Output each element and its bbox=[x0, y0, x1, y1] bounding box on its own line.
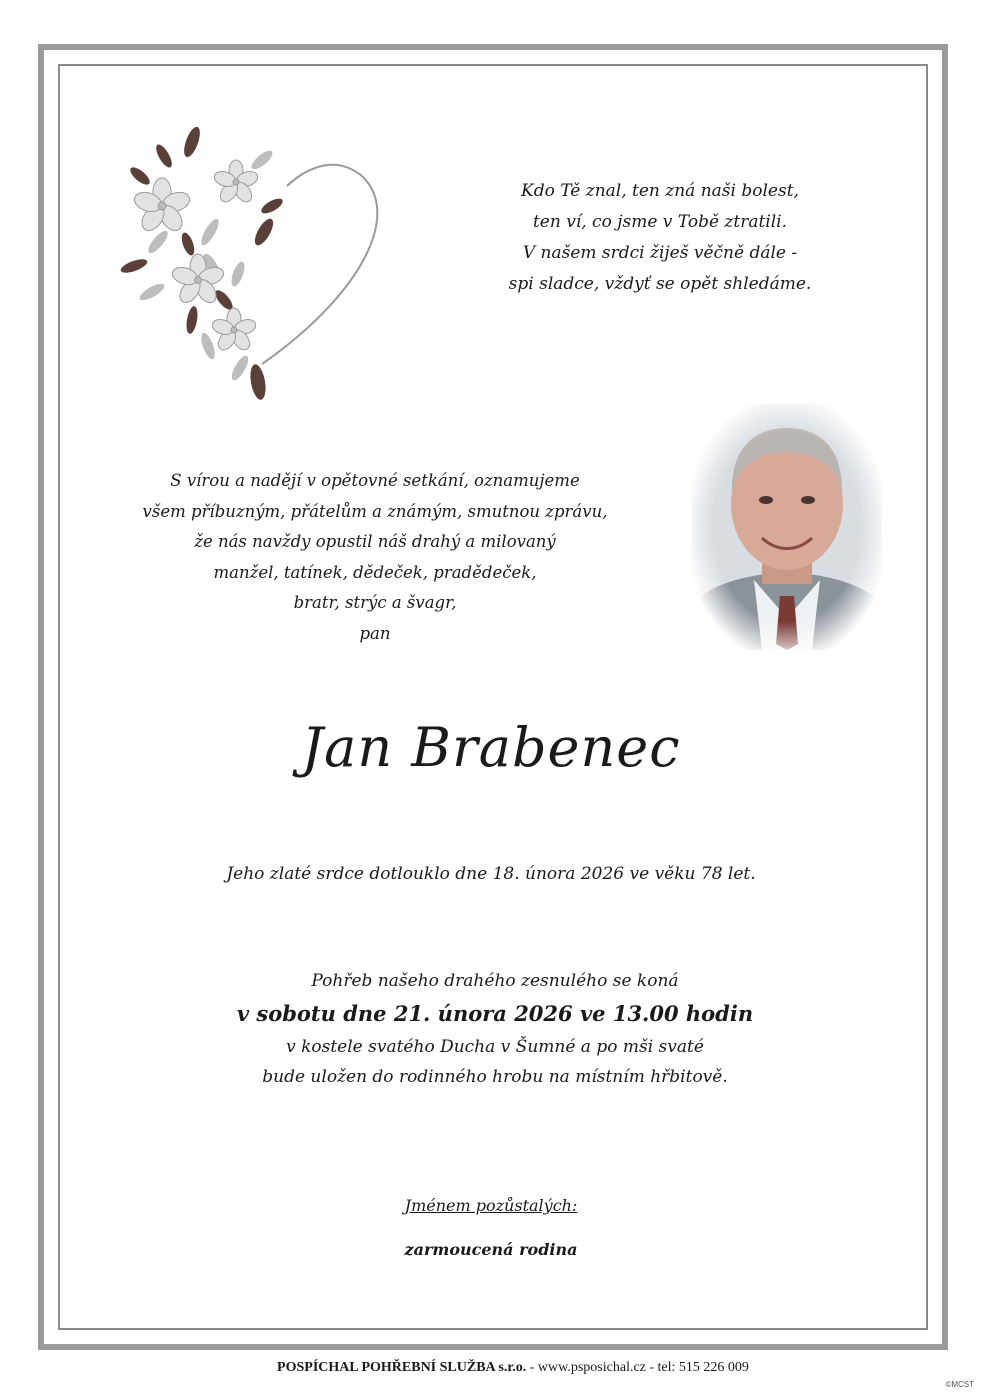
printer-mark: ©MCST bbox=[945, 1380, 974, 1389]
funeral-line: v kostele svatého Ducha v Šumné a po mši svaté bbox=[286, 1037, 704, 1057]
funeral-details bbox=[0, 966, 982, 1092]
footer bbox=[0, 1360, 982, 1376]
signoff-label: Jménem pozůstalých: bbox=[404, 1196, 578, 1215]
intro-line: pan bbox=[359, 623, 391, 643]
intro-line: všem příbuzným, přátelům a známým, smutnou zprávu, bbox=[142, 501, 608, 521]
portrait-photo bbox=[692, 404, 882, 650]
funeral-line: bude uložen do rodinného hrobu na místním hřbitově. bbox=[262, 1067, 728, 1087]
death-notice: Jeho zlaté srdce dotlouklo dne 18. února 2026 ve věku 78 let. bbox=[226, 864, 756, 884]
floral-heart-ornament bbox=[112, 124, 392, 410]
announcement-text bbox=[120, 466, 630, 649]
intro-line: manžel, tatínek, dědeček, pradědeček, bbox=[213, 562, 537, 582]
signoff-family: zarmoucená rodina bbox=[404, 1240, 578, 1259]
poem-line: V našem srdci žiješ věčně dále - bbox=[522, 243, 798, 263]
deceased-name: Jan Brabenec bbox=[301, 716, 681, 779]
memorial-poem bbox=[490, 176, 830, 300]
intro-line: S vírou a nadějí v opětovné setkání, oznamujeme bbox=[170, 471, 580, 490]
poem-line: spi sladce, vždyť se opět shledáme. bbox=[508, 274, 812, 294]
funeral-date-time: v sobotu dne 21. února 2026 ve 13.00 hodin bbox=[236, 1001, 754, 1026]
poem-line: Kdo Tě znal, ten zná naši bolest, bbox=[521, 181, 799, 201]
intro-line: bratr, strýc a švagr, bbox=[293, 593, 457, 612]
footer-contact: - www.psposichal.cz - tel: 515 226 009 bbox=[526, 1360, 749, 1375]
funeral-line: Pohřeb našeho drahého zesnulého se koná bbox=[311, 971, 679, 991]
poem-line: ten ví, co jsme v Tobě ztratili. bbox=[532, 212, 788, 232]
footer-company: POSPÍCHAL POHŘEBNÍ SLUŽBA s.r.o. bbox=[277, 1360, 527, 1375]
intro-line: že nás navždy opustil náš drahý a milovaný bbox=[194, 532, 556, 551]
